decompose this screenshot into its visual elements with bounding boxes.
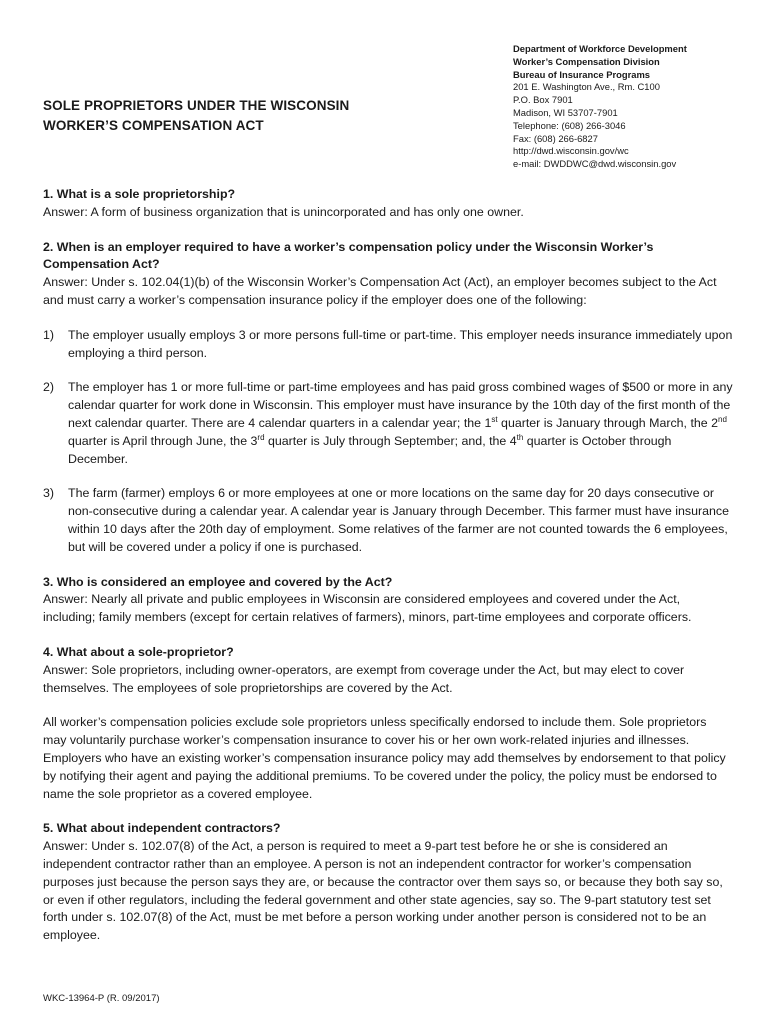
department-address-block — [513, 43, 758, 171]
document-body — [43, 186, 733, 945]
list-item — [43, 485, 733, 556]
paragraph-coverage: All worker’s compensation policies exclude sole proprietors unless specifically endorsed to include them. Sole proprietors may voluntarily purchase worker’s compensation insurance to cover his or her own work-related injuries and illnesses. Employers who have an existing worker’s compensation insurance policy may add themselves by endorsement to that policy by notifying their agent and paying the additional premiums. To be covered under the policy, the policy must be endorsed to name the sole proprietor as a covered employee. — [43, 715, 726, 801]
list-number: 3) — [43, 486, 55, 501]
question-2: 2. When is an employer required to have a worker’s compensation policy under the Wisconsin Worker’s Compensation Act? — [43, 239, 654, 272]
question-4: 4. What about a sole-proprietor? — [43, 644, 234, 659]
answer-1: Answer: A form of business organization that is unincorporated and has only one owner. — [43, 204, 524, 219]
list-number: 2) — [43, 380, 55, 395]
question-1: 1. What is a sole proprietorship? — [43, 187, 236, 201]
answer-3: Answer: Nearly all private and public employees in Wisconsin are considered employees and covered under the Act, including; family members (except for certain relatives of farmers), minors, part-time employees and corporate officers. — [43, 592, 692, 625]
city-state-zip: Madison, WI 53707-7901 — [513, 106, 618, 118]
title-line-1: SOLE PROPRIETORS UNDER THE WISCONSIN — [43, 98, 350, 113]
list-item — [43, 327, 733, 363]
telephone: Telephone: (608) 266-3046 — [513, 119, 626, 131]
fax: Fax: (608) 266-6827 — [513, 132, 598, 144]
division-name: Worker’s Compensation Division — [513, 55, 660, 67]
street-address: 201 E. Washington Ave., Rm. C100 — [513, 81, 660, 93]
answer-4: Answer: Sole proprietors, including owner-operators, are exempt from coverage under the Act, but may elect to cover themselves. The employees of sole proprietorships are covered by the Act. — [43, 662, 685, 695]
list-number: 1) — [43, 327, 55, 342]
question-5: 5. What about independent contractors? — [43, 821, 281, 836]
list-text: The employer has 1 or more full-time or part-time employees and has paid gross combined wages of $500 or more in any calendar quarter for work done in Wisconsin. This employer must have insurance by the 10th day of the first month of the next calendar quarter. There are 4 calendar quarters in a calendar year; the 1st quarter is January through March, the 2nd quarter is April through June, the 3rd quarter is July through September; and, the 4th quarter is October through December. — [68, 380, 733, 466]
question-3: 3. Who is considered an employee and covered by the Act? — [43, 574, 393, 589]
website: http://dwd.wisconsin.gov/wc — [513, 145, 629, 157]
po-box: P.O. Box 7901 — [513, 94, 573, 106]
list-item — [43, 379, 733, 468]
answer-2: Answer: Under s. 102.04(1)(b) of the Wisconsin Worker’s Compensation Act (Act), an employer becomes subject to the Act and must carry a worker’s compensation insurance policy if the employer does one of the following: — [43, 275, 717, 307]
bureau-name: Bureau of Insurance Programs — [513, 68, 651, 80]
list-text: The farm (farmer) employs 6 or more employees at one or more locations on the same day for 20 days consecutive or non-consecutive during a calendar year. A calendar year is January through December. This farmer must have insurance within 10 days after the 20th day of employment. Some relatives of the farmer are not counted towards the 6 employees, but will be covered under a policy if one is purchased. — [68, 486, 729, 554]
dept-name: Department of Workforce Development — [513, 43, 687, 54]
title-line-2: WORKER’S COMPENSATION ACT — [43, 118, 264, 133]
list-text: The employer usually employs 3 or more persons full-time or part-time. This employer needs insurance immediately upon employing a third person. — [68, 327, 733, 360]
document-title — [43, 96, 463, 136]
answer-5: Answer: Under s. 102.07(8) of the Act, a person is required to meet a 9-part test before he or she is considered an independent contractor rather than an employee. A person is not an independent contractor for worker’s compensation purposes just because the person says they are, or because the contractor over them says so, or because they both say so, or even if other regulators, including the federal government and other state agencies, say so. The 9-part statutory test set forth under s. 102.07(8) of the Act, must be met before a person working under another person is considered not to be an employee. — [43, 839, 723, 943]
email: e-mail: DWDDWC@dwd.wisconsin.gov — [513, 158, 677, 170]
form-number: WKC-13964-P (R. 09/2017) — [43, 993, 160, 1004]
